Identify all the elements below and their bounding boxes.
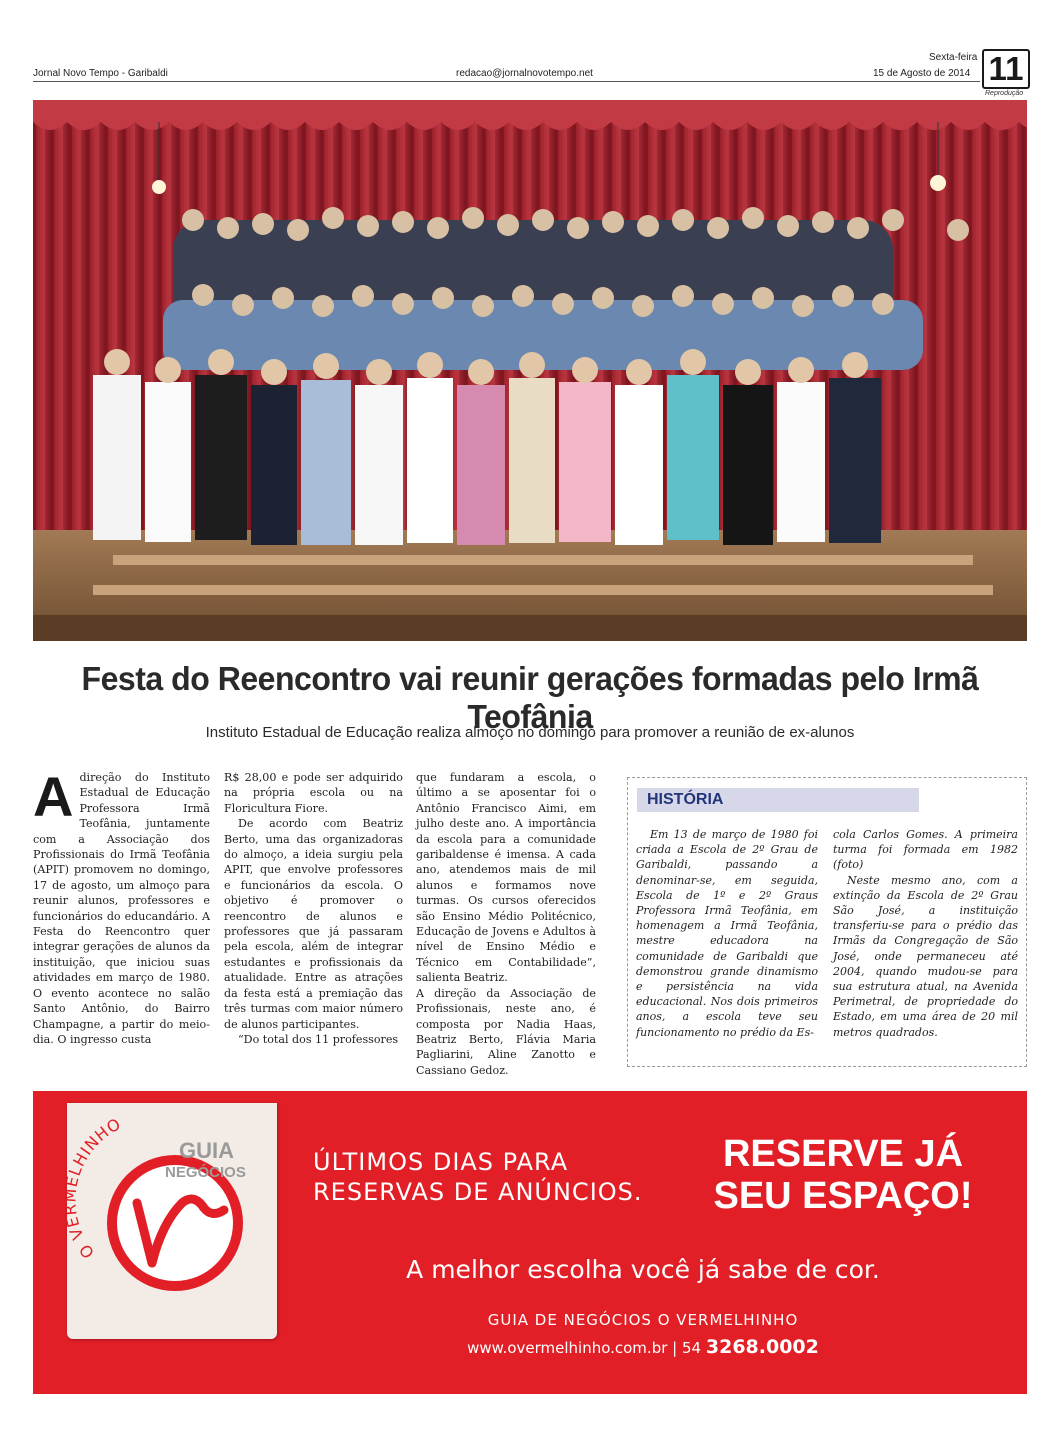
history-paragraph-3: Neste mesmo ano, com a extinção da Escola de 2º Grau São José, a instituição transferiu-se para o prédio das Irmãs da Congregação de São José, onde permaneceu até 2004, quando mudou-se para sua estrutura atual, na Avenida Perimetral, de propriedade do Estado, em uma área de 20 mil metros quadrados. bbox=[833, 873, 1018, 1039]
logo-guia-text: GUIA bbox=[179, 1138, 234, 1163]
article-column-2 bbox=[224, 770, 403, 1047]
article-column-1 bbox=[33, 765, 210, 1047]
photo-credit: Reprodução bbox=[985, 90, 1024, 97]
history-paragraph-2: cola Carlos Gomes. A primeira turma foi formada em 1982 (foto) bbox=[833, 828, 1018, 872]
logo-negocios-text: NEGÓCIOS bbox=[165, 1164, 246, 1181]
column-3-paragraph-2: A direção da Associação de Profissionais, neste ano, é composta por Nadia Haas, Beatriz Berto, Flávia Maria Pagliarini, Aline Zanotto e Cassiano Gedoz. bbox=[416, 986, 596, 1077]
issue-date: 15 de Agosto de 2014 bbox=[873, 68, 971, 79]
page-number: 11 bbox=[982, 49, 1030, 89]
ad-slogan: A melhor escolha você já sabe de cor. bbox=[406, 1255, 880, 1284]
ad-contact bbox=[313, 1336, 973, 1358]
history-column-1 bbox=[636, 827, 818, 1040]
article-headline: Festa do Reencontro vai reunir gerações formadas pelo Irmã Teofânia bbox=[81, 660, 979, 735]
ad-website[interactable]: www.overmelhinho.com.br bbox=[467, 1339, 668, 1357]
history-column-2 bbox=[833, 827, 1018, 1040]
column-3-paragraph-1: que fundaram a escola, o último a se aposentar foi o Antônio Francisco Aimi, em julho deste ano. A importância da escola para a comunidade garibaldense é imensa. A cada ano, atendemos mais de mil alunos e formamos nove turmas. Os cursos oferecidos são Ensino Médio Politécnico, Educação de Jovens e Adultos à nível de Ensino Médio e Técnico em Contabilidade”, salienta Beatriz. bbox=[416, 771, 596, 985]
history-title: HISTÓRIA bbox=[637, 788, 919, 812]
ad-guide-name: GUIA DE NEGÓCIOS O VERMELHINHO bbox=[487, 1311, 799, 1329]
class-photo bbox=[33, 100, 1027, 641]
weekday: Sexta-feira bbox=[929, 52, 978, 63]
ad-phone[interactable]: 3268.0002 bbox=[705, 1336, 819, 1358]
ad-line-1: ÚLTIMOS DIAS PARA bbox=[313, 1148, 569, 1176]
newspaper-name: Jornal Novo Tempo - Garibaldi bbox=[33, 68, 168, 79]
ad-separator: | bbox=[672, 1339, 678, 1357]
ad-cta-line-1: RESERVE JÁ bbox=[722, 1133, 964, 1175]
header-rule bbox=[33, 81, 980, 82]
column-2-paragraph-3: “Do total dos 11 professores bbox=[238, 1032, 399, 1046]
column-1-text: direção do Instituto Estadual de Educação Professora Irmã Teofânia, juntamente com a Associação dos Profissionais do Irmã Teofânia (APIT) promovem no domingo, 17 de agosto, um almoço para reunir alunos, professores e funcionários do educandário. A Festa do Reencontro quer integrar gerações de alunos da instituição, que iniciou suas atividades em março de 1980. O evento acontece no salão Santo Antônio, do Bairro Champagne, a partir do meio-dia. O ingresso custa bbox=[33, 771, 210, 1046]
ad-cta-line-2: SEU ESPAÇO! bbox=[713, 1175, 973, 1217]
history-paragraph-1: Em 13 de março de 1980 foi criada a Escola de 2º Grau de Garibaldi, passando a denominar-se, em seguida, Escola de 1º e 2º Graus Professora Irmã Teofânia, em homenagem a Irmã Teofânia, mestre educadora na comunidade de Garibaldi que demonstrou grande dinamismo e persistência na vida educacional. Nos dois primeiros anos, a escola teve seu funcionamento no prédio da Es- bbox=[636, 828, 818, 1039]
article-subheadline: Instituto Estadual de Educação realiza almoço no domingo para promover a reunião de ex-alunos bbox=[205, 724, 855, 741]
vermelhinho-logo bbox=[67, 1103, 277, 1339]
ad-line-2: RESERVAS DE ANÚNCIOS. bbox=[313, 1178, 643, 1206]
column-2-paragraph-2: De acordo com Beatriz Berto, uma das organizadoras do almoço, a ideia surgiu pela APIT, que envolve professores e funcionários da escola. O objetivo é promover o reencontro de alunos e professores que já passaram pela escola, além de integrar estudantes e profissionais da atualidade. Entre as atrações da festa está a premiação das três turmas com maior número de alunos participantes. bbox=[224, 817, 403, 1031]
class-photo-image bbox=[33, 100, 1027, 641]
ad-logo-card bbox=[67, 1103, 277, 1339]
newsroom-email[interactable]: redacao@jornalnovotempo.net bbox=[456, 68, 593, 79]
column-2-paragraph-1: R$ 28,00 e pode ser adquirido na própria escola ou na Floricultura Fiore. bbox=[224, 771, 403, 815]
drop-cap: A bbox=[33, 765, 74, 828]
logo-arc-text: O V HINHO bbox=[67, 1113, 125, 1263]
article-column-3 bbox=[416, 770, 596, 1078]
ad-area-code: 54 bbox=[682, 1339, 702, 1357]
